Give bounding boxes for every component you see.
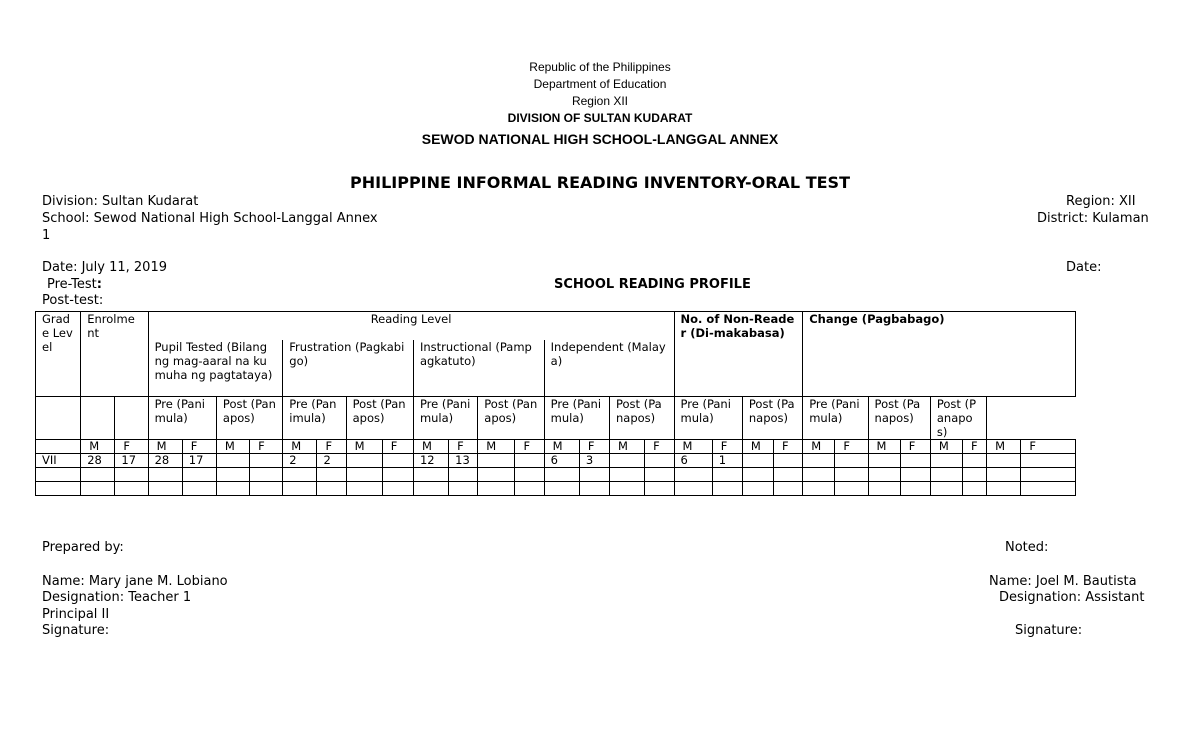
table-cell [216, 482, 249, 496]
info-date-left: Date: July 11, 2019 [42, 260, 167, 275]
post-header: Post (Panapos) [930, 397, 986, 440]
male-header: M [346, 440, 382, 454]
info-posttest: Post-test: [42, 293, 104, 308]
preparer-name: Name: Mary jane M. Lobiano [42, 574, 228, 589]
noter-signature: Signature: [1015, 623, 1083, 638]
male-header: M [987, 440, 1021, 454]
table-cell [382, 454, 413, 468]
table-cell [579, 482, 609, 496]
male-header: M [478, 440, 515, 454]
table-cell [742, 468, 773, 482]
info-region: Region: XII [1066, 194, 1136, 209]
table-cell [413, 468, 448, 482]
info-school: School: Sewod National High School-Langgal Annex [42, 211, 378, 226]
table-cell [250, 468, 283, 482]
info-division: Division: Sultan Kudarat [42, 194, 199, 209]
table-cell [382, 482, 413, 496]
header-division: DIVISION OF SULTAN KUDARAT [507, 111, 693, 125]
table-cell [774, 454, 803, 468]
female-header: F [900, 440, 930, 454]
table-cell [963, 482, 987, 496]
table-cell [250, 454, 283, 468]
table-cell [579, 468, 609, 482]
male-header: M [283, 440, 317, 454]
female-header: F [774, 440, 803, 454]
blank-cell [36, 397, 81, 440]
info-district: District: Kulaman [1037, 211, 1149, 226]
female-header: F [963, 440, 987, 454]
post-header: Post (Panapos) [346, 397, 413, 440]
grade-cell [36, 468, 81, 482]
table-cell [674, 482, 712, 496]
table-cell [250, 482, 283, 496]
reading-profile-table [35, 311, 1076, 496]
table-cell [449, 468, 478, 482]
table-cell [544, 468, 579, 482]
grade-cell: VII [36, 454, 81, 468]
table-cell [774, 468, 803, 482]
table-cell [835, 482, 868, 496]
pre-header: Pre (Panimula) [283, 397, 346, 440]
change-subheader-blank [803, 340, 1076, 397]
male-header: M [868, 440, 900, 454]
pre-header: Pre (Panimula) [803, 397, 868, 440]
table-cell [81, 468, 115, 482]
table-cell: 6 [544, 454, 579, 468]
table-cell: 12 [413, 454, 448, 468]
table-body [36, 454, 1076, 496]
profile-title: SCHOOL READING PROFILE [554, 277, 751, 292]
change-header: Change (Pagbabago) [803, 312, 1076, 340]
pupil-tested-header: Pupil Tested (Bilang ng mag-aaral na kumuha ng pagtataya) [148, 340, 283, 397]
table-cell [645, 454, 674, 468]
female-header: F [579, 440, 609, 454]
noted-label: Noted: [1005, 540, 1049, 555]
table-cell [148, 468, 182, 482]
table-cell: 2 [317, 454, 346, 468]
table-row [36, 454, 1076, 468]
table-row [36, 482, 1076, 496]
table-header-row-3 [36, 397, 1076, 440]
table-row [36, 468, 1076, 482]
table-cell [900, 482, 930, 496]
header-republic: Republic of the Philippines [529, 60, 671, 74]
table-cell [742, 482, 773, 496]
male-header: M [930, 440, 962, 454]
table-cell [645, 468, 674, 482]
table-cell: 6 [674, 454, 712, 468]
blank-cell [36, 440, 81, 454]
frustration-header: Frustration (Pagkabigo) [283, 340, 414, 397]
table-cell [346, 454, 382, 468]
table-cell [382, 468, 413, 482]
noter-designation: Designation: Assistant [999, 590, 1145, 605]
table-cell [712, 482, 742, 496]
table-cell [515, 468, 544, 482]
pre-header: Pre (Panimula) [148, 397, 216, 440]
table-cell [930, 454, 962, 468]
table-cell [900, 454, 930, 468]
non-reader-header: No. of Non-Reader (Di-makabasa) [674, 312, 803, 397]
noter-name: Name: Joel M. Bautista [989, 574, 1137, 589]
post-header: Post (Panapos) [868, 397, 930, 440]
grade-level-header: Grade Level [36, 312, 81, 397]
female-header: F [712, 440, 742, 454]
sex-header-row [36, 440, 1076, 454]
table-cell [774, 482, 803, 496]
female-header: F [182, 440, 216, 454]
table-cell [182, 482, 216, 496]
female-header: F [449, 440, 478, 454]
table-cell [1021, 454, 1076, 468]
info-school-cont: 1 [42, 228, 51, 243]
male-header: M [216, 440, 249, 454]
table-cell [900, 468, 930, 482]
table-cell [317, 468, 346, 482]
female-header: F [835, 440, 868, 454]
table-cell [868, 482, 900, 496]
post-header: Post (Panapos) [216, 397, 282, 440]
blank-cell [115, 397, 148, 440]
male-header: M [413, 440, 448, 454]
female-header: F [1021, 440, 1076, 454]
table-cell [544, 482, 579, 496]
table-cell [987, 454, 1021, 468]
reading-level-header: Reading Level [148, 312, 674, 340]
male-header: M [81, 440, 115, 454]
table-cell [674, 468, 712, 482]
table-cell [478, 454, 515, 468]
pre-header: Pre (Panimula) [413, 397, 477, 440]
male-header: M [609, 440, 644, 454]
pre-header: Pre (Panimula) [674, 397, 742, 440]
table-cell: 28 [81, 454, 115, 468]
grade-cell [36, 482, 81, 496]
info-pretest [47, 277, 102, 292]
table-header-row-1 [36, 312, 1076, 340]
table-cell [987, 482, 1021, 496]
table-cell [835, 454, 868, 468]
table-cell [868, 468, 900, 482]
table-cell [930, 468, 962, 482]
table-cell [609, 468, 644, 482]
document-title: PHILIPPINE INFORMAL READING INVENTORY-ORAL TEST [350, 173, 850, 192]
male-header: M [742, 440, 773, 454]
table-cell [803, 454, 835, 468]
table-cell [868, 454, 900, 468]
table-cell [283, 482, 317, 496]
table-cell [182, 468, 216, 482]
table-cell [148, 482, 182, 496]
table-cell [803, 482, 835, 496]
table-cell [963, 468, 987, 482]
blank-cell [81, 397, 115, 440]
table-cell: 13 [449, 454, 478, 468]
female-header: F [317, 440, 346, 454]
pretest-colon: : [96, 277, 102, 292]
pretest-label: Pre-Test [47, 277, 97, 292]
table-cell [216, 468, 249, 482]
female-header: F [645, 440, 674, 454]
noter-designation-cont: Principal II [42, 607, 110, 622]
male-header: M [544, 440, 579, 454]
table-cell: 28 [148, 454, 182, 468]
table-header-row-2 [36, 340, 1076, 397]
header-region: Region XII [571, 94, 629, 108]
info-date-right: Date: [1066, 260, 1102, 275]
preparer-designation: Designation: Teacher 1 [42, 590, 192, 605]
header-school: SEWOD NATIONAL HIGH SCHOOL-LANGGAL ANNEX [421, 131, 779, 147]
table-cell: 2 [283, 454, 317, 468]
enrolment-header: Enrolment [81, 312, 148, 397]
pre-header: Pre (Panimula) [544, 397, 609, 440]
table-cell [742, 454, 773, 468]
table-cell [609, 454, 644, 468]
table-cell [803, 468, 835, 482]
table-cell [115, 482, 148, 496]
table-cell [515, 454, 544, 468]
female-header: F [250, 440, 283, 454]
table-cell: 17 [115, 454, 148, 468]
table-cell [1021, 468, 1076, 482]
table-cell: 1 [712, 454, 742, 468]
table-cell [81, 482, 115, 496]
table-cell [283, 468, 317, 482]
table-cell [645, 482, 674, 496]
table-cell: 3 [579, 454, 609, 468]
male-header: M [803, 440, 835, 454]
post-header: Post (Panapos) [742, 397, 802, 440]
female-header: F [115, 440, 148, 454]
independent-header: Independent (Malaya) [544, 340, 674, 397]
prepared-by-label: Prepared by: [42, 540, 124, 555]
table-cell [515, 482, 544, 496]
table-cell [346, 482, 382, 496]
table-cell [609, 482, 644, 496]
female-header: F [515, 440, 544, 454]
table-cell [413, 482, 448, 496]
table-cell [712, 468, 742, 482]
table-cell [317, 482, 346, 496]
table-cell [346, 468, 382, 482]
table-cell [478, 482, 515, 496]
table-cell [115, 468, 148, 482]
female-header: F [382, 440, 413, 454]
male-header: M [148, 440, 182, 454]
table-cell: 17 [182, 454, 216, 468]
post-header: Post (Panapos) [609, 397, 674, 440]
table-cell [963, 454, 987, 468]
table-cell [835, 468, 868, 482]
table-cell [478, 468, 515, 482]
table-cell [987, 468, 1021, 482]
table-cell [449, 482, 478, 496]
table-cell [216, 454, 249, 468]
table-cell [930, 482, 962, 496]
table-cell [1021, 482, 1076, 496]
male-header: M [674, 440, 712, 454]
instructional-header: Instructional (Pampagkatuto) [413, 340, 544, 397]
header-department: Department of Education [533, 77, 667, 91]
post-header: Post (Panapos) [478, 397, 544, 440]
preparer-signature: Signature: [42, 623, 110, 638]
